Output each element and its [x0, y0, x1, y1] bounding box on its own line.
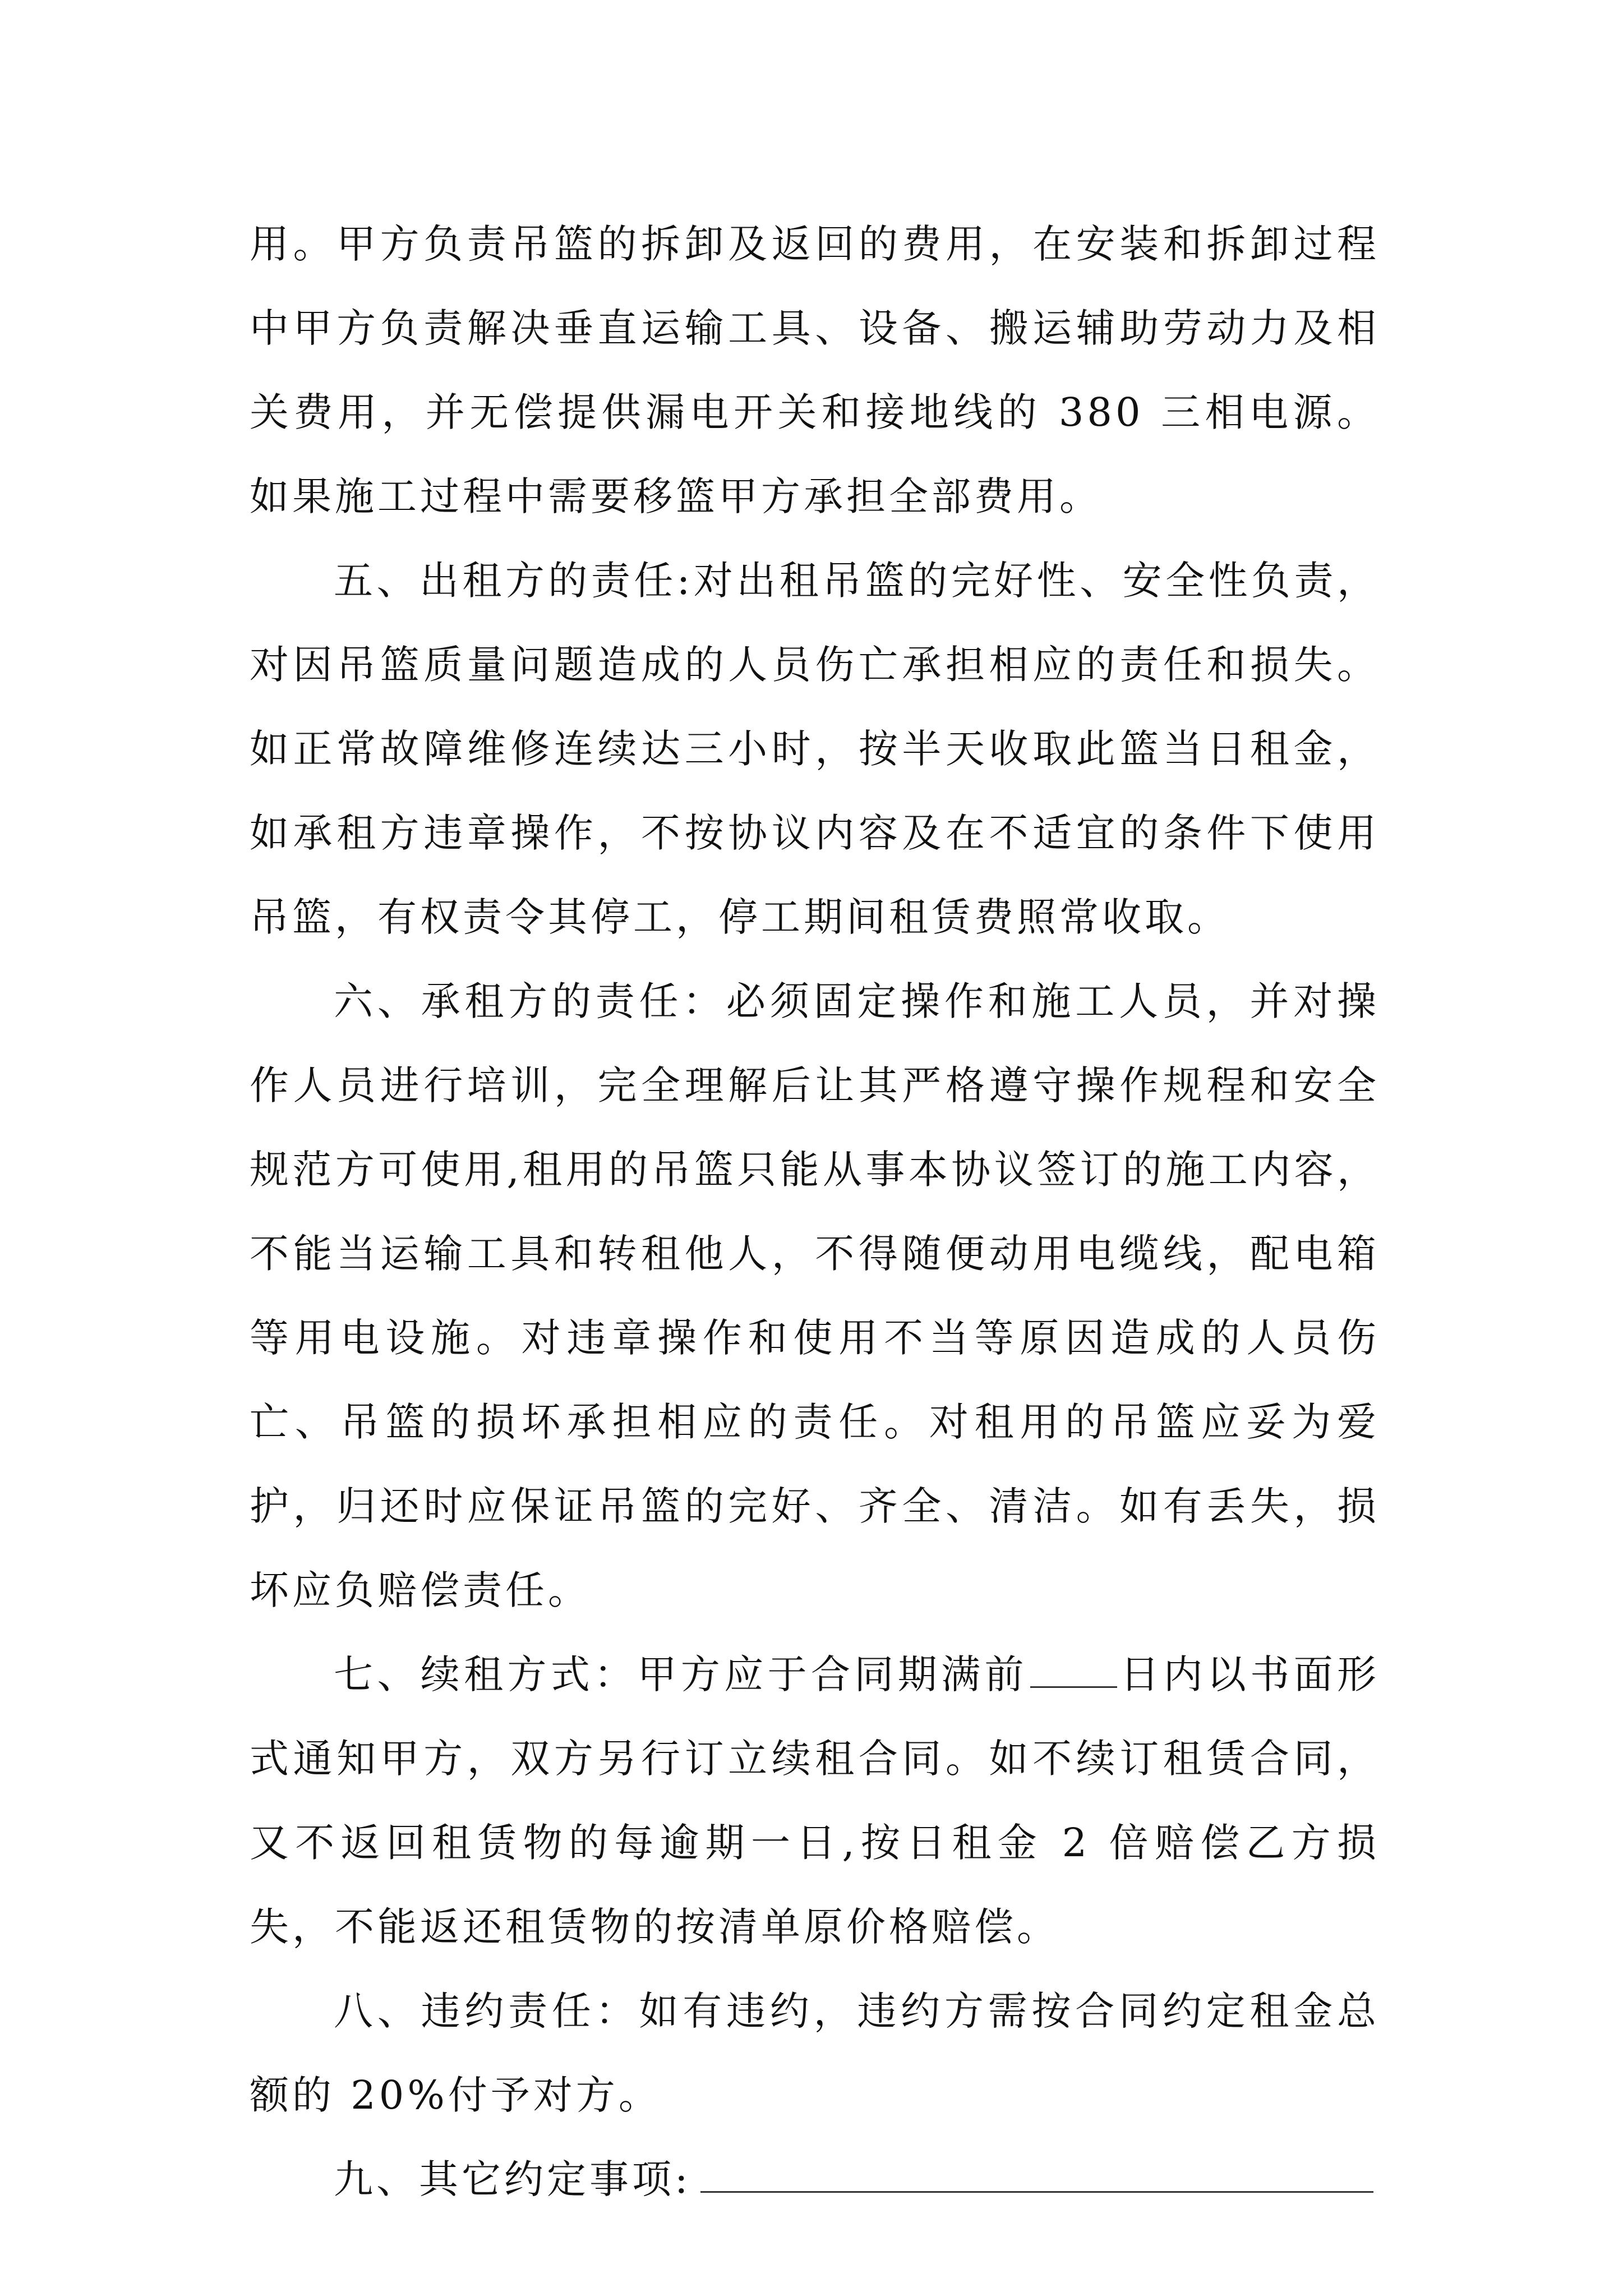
paragraph-other-terms [250, 2137, 1380, 2221]
paragraph-renewal [250, 1632, 1380, 1969]
paragraph-continuation: 用。甲方负责吊篮的拆卸及返回的费用，在安装和拆卸过程中甲方负责解决垂直运输工具、设备、搬运辅助劳动力及相关费用，并无偿提供漏电开关和接地线的 380 三相电源。如果施工过程中需要移篮甲方承担全部费用。 [250, 221, 1380, 519]
paragraph-lessee-responsibility: 六、承租方的责任：必须固定操作和施工人员，并对操作人员进行培训，完全理解后让其严格遵守操作规程和安全规范方可使用,租用的吊篮只能从事本协议签订的施工内容，不能当运输工具和转租他人，不得随便动用电缆线，配电箱等用电设施。对违章操作和使用不当等原因造成的人员伤亡、吊篮的损坏承担相应的责任。对租用的吊篮应妥为爱护，归还时应保证吊篮的完好、齐全、清洁。如有丢失，损坏应负赔偿责任。 [250, 978, 1380, 1613]
renewal-text-after-blank: 日内以书面形式通知甲方，双方另行订立续租合同。如不续订租赁合同，又不返回租赁物的每逾期一日,按日租金 2 倍赔偿乙方损失，不能返还租赁物的按清单原价格赔偿。 [250, 1651, 1380, 1950]
renewal-text-before-blank: 七、续租方式：甲方应于合同期满前 [334, 1651, 1028, 1697]
other-terms-label: 九、其它约定事项: [334, 2156, 691, 2202]
contract-body [250, 202, 1380, 2221]
renewal-days-blank [1030, 1654, 1117, 1688]
paragraph-lessor-responsibility: 五、出租方的责任:对出租吊篮的完好性、安全性负责，对因吊篮质量问题造成的人员伤亡承担相应的责任和损失。如正常故障维修连续达三小时，按半天收取此篮当日租金，如承租方违章操作，不按协议内容及在不适宜的条件下使用吊篮，有权责令其停工，停工期间租赁费照常收取。 [250, 558, 1380, 940]
paragraph-breach-liability: 八、违约责任：如有违约，违约方需按合同约定租金总额的 20%付予对方。 [250, 1988, 1380, 2118]
other-terms-blank [700, 2159, 1373, 2193]
